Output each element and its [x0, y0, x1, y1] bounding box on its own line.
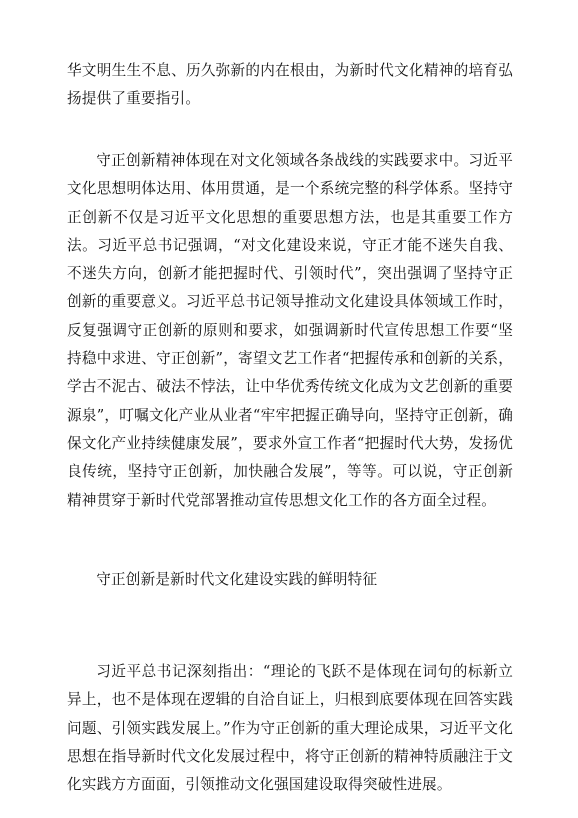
paragraph-body: 习近平总书记深刻指出：“理论的飞跃不是体现在词句的标新立异上，也不是体现在逻辑的自洽自证上，归根到底要体现在回答实践问题、引领实践发展上。”作为守正创新的重大理论成果，习近平文化思想在指导新时代文化发展过程中，将守正创新的精神特质融注于文化实践方方面面，引领推动文化强国建设取得突破性进展。: [67, 663, 513, 794]
section-heading: 守正创新是新时代文化建设实践的鲜明特征: [96, 571, 378, 588]
paragraph-body: 守正创新精神体现在对文化领域各条战线的实践要求中。习近平文化思想明体达用、体用贯通，是一个系统完整的科学体系。坚持守正创新不仅是习近平文化思想的重要思想方法，也是其重要工作方法。习近平总书记强调，“对文化建设来说，守正才能不迷失自我、不迷失方向，创新才能把握时代、引领时代”，突出强调了坚持守正创新的重要意义。习近平总书记领导推动文化建设具体领域工作时，反复强调守正创新的原则和要求，如强调新时代宣传思想工作要“坚持稳中求进、守正创新”，寄望文艺工作者“把握传承和创新的关系，学古不泥古、破法不悖法，让中华优秀传统文化成为文艺创新的重要源泉”，叮嘱文化产业从业者“牢牢把握正确导向，坚持守正创新，确保文化产业持续健康发展”，要求外宣工作者“把握时代大势，发扬优良传统，坚持守正创新，加快融合发展”，等等。可以说，守正创新精神贯穿于新时代党部署推动宣传思想文化工作的各方面全过程。: [67, 152, 513, 509]
paragraph-continuation: 华文明生生不息、历久弥新的内在根由，为新时代文化精神的培育弘扬提供了重要指引。: [67, 62, 513, 108]
